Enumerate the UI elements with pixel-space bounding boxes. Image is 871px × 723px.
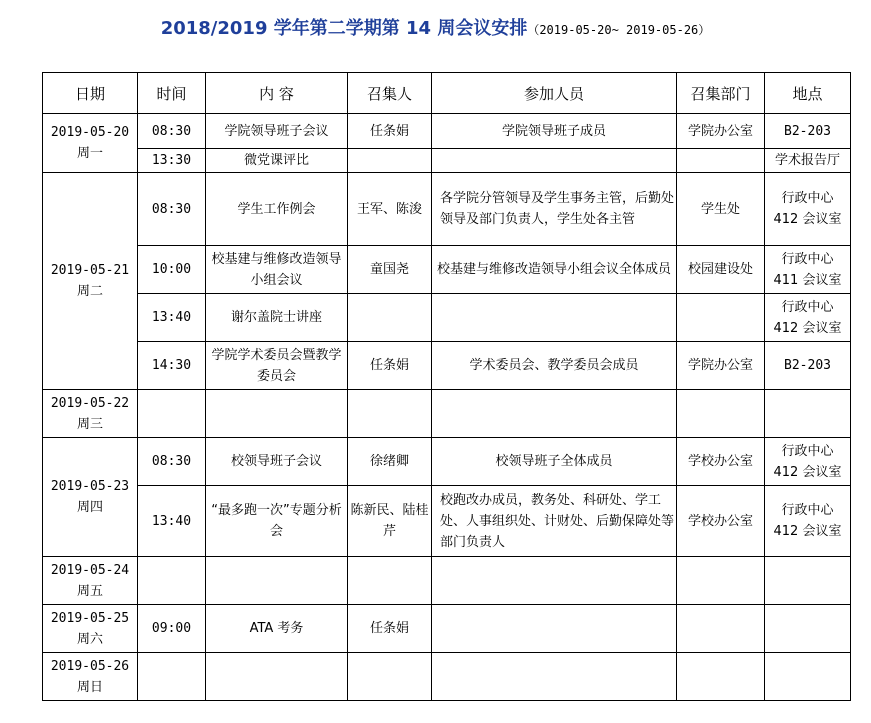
table-row xyxy=(43,486,851,557)
header-attendees: 参加人员 xyxy=(432,73,677,114)
attendees-cell xyxy=(432,653,677,701)
dept-cell xyxy=(677,557,765,605)
location-cell: 行政中心 412 会议室 xyxy=(765,173,851,246)
content-cell xyxy=(206,557,348,605)
convener-cell xyxy=(348,149,432,173)
convener-cell xyxy=(348,390,432,438)
table-row xyxy=(43,173,851,246)
page-title xyxy=(0,14,871,40)
attendees-cell: 学术委员会、教学委员会成员 xyxy=(432,342,677,390)
convener-cell: 徐绪卿 xyxy=(348,438,432,486)
attendees-cell xyxy=(432,294,677,342)
time-cell: 13:40 xyxy=(138,486,206,557)
table-row xyxy=(43,294,851,342)
convener-cell xyxy=(348,653,432,701)
dept-cell: 学校办公室 xyxy=(677,438,765,486)
convener-cell xyxy=(348,557,432,605)
content-cell: “最多跑一次”专题分析会 xyxy=(206,486,348,557)
location-cell: 行政中心 412 会议室 xyxy=(765,438,851,486)
date-cell: 2019-05-24 周五 xyxy=(43,557,138,605)
location-cell: 行政中心 412 会议室 xyxy=(765,294,851,342)
time-cell xyxy=(138,653,206,701)
time-cell: 14:30 xyxy=(138,342,206,390)
attendees-cell: 学院领导班子成员 xyxy=(432,114,677,149)
table-row xyxy=(43,653,851,701)
attendees-cell: 各学院分管领导及学生事务主管，后勤处领导及部门负责人，学生处各主管 xyxy=(432,173,677,246)
time-cell: 08:30 xyxy=(138,114,206,149)
header-location: 地点 xyxy=(765,73,851,114)
content-cell xyxy=(206,390,348,438)
meeting-schedule-table xyxy=(42,72,851,701)
date-cell: 2019-05-25 周六 xyxy=(43,605,138,653)
location-cell: B2-203 xyxy=(765,342,851,390)
header-dept: 召集部门 xyxy=(677,73,765,114)
attendees-cell xyxy=(432,557,677,605)
dept-cell xyxy=(677,605,765,653)
location-cell xyxy=(765,390,851,438)
content-cell: 学院学术委员会暨教学委员会 xyxy=(206,342,348,390)
dept-cell: 校园建设处 xyxy=(677,246,765,294)
header-time: 时间 xyxy=(138,73,206,114)
dept-cell xyxy=(677,390,765,438)
content-cell: 学生工作例会 xyxy=(206,173,348,246)
table-row xyxy=(43,342,851,390)
dept-cell: 学院办公室 xyxy=(677,114,765,149)
time-cell: 13:30 xyxy=(138,149,206,173)
location-cell xyxy=(765,557,851,605)
content-cell: 校基建与维修改造领导小组会议 xyxy=(206,246,348,294)
time-cell: 09:00 xyxy=(138,605,206,653)
table-row xyxy=(43,149,851,173)
attendees-cell: 校基建与维修改造领导小组会议全体成员 xyxy=(432,246,677,294)
content-cell: 谢尔盖院士讲座 xyxy=(206,294,348,342)
time-cell xyxy=(138,390,206,438)
content-cell xyxy=(206,653,348,701)
attendees-cell xyxy=(432,605,677,653)
title-main: 2018/2019 学年第二学期第 14 周会议安排 xyxy=(160,18,528,39)
date-cell: 2019-05-22 周三 xyxy=(43,390,138,438)
header-content: 内 容 xyxy=(206,73,348,114)
location-cell xyxy=(765,653,851,701)
header-date: 日期 xyxy=(43,73,138,114)
location-cell xyxy=(765,605,851,653)
location-cell: 行政中心 412 会议室 xyxy=(765,486,851,557)
time-cell xyxy=(138,557,206,605)
table-row xyxy=(43,605,851,653)
location-cell: 学术报告厅 xyxy=(765,149,851,173)
dept-cell: 学院办公室 xyxy=(677,342,765,390)
dept-cell: 学校办公室 xyxy=(677,486,765,557)
table-row xyxy=(43,246,851,294)
dept-cell: 学生处 xyxy=(677,173,765,246)
attendees-cell: 校领导班子全体成员 xyxy=(432,438,677,486)
table-row xyxy=(43,390,851,438)
time-cell: 08:30 xyxy=(138,173,206,246)
convener-cell xyxy=(348,294,432,342)
attendees-cell xyxy=(432,149,677,173)
convener-cell: 王军、陈浚 xyxy=(348,173,432,246)
table-row xyxy=(43,557,851,605)
date-cell: 2019-05-21 周二 xyxy=(43,173,138,390)
location-cell: B2-203 xyxy=(765,114,851,149)
date-cell: 2019-05-26 周日 xyxy=(43,653,138,701)
attendees-cell: 校跑改办成员，教务处、科研处、学工处、人事组织处、计财处、后勤保障处等部门负责人 xyxy=(432,486,677,557)
dept-cell xyxy=(677,294,765,342)
header-row xyxy=(43,73,851,114)
time-cell: 08:30 xyxy=(138,438,206,486)
dept-cell xyxy=(677,653,765,701)
location-cell: 行政中心 411 会议室 xyxy=(765,246,851,294)
convener-cell: 任条娟 xyxy=(348,342,432,390)
content-cell: 学院领导班子会议 xyxy=(206,114,348,149)
table-row xyxy=(43,438,851,486)
dept-cell xyxy=(677,149,765,173)
time-cell: 10:00 xyxy=(138,246,206,294)
convener-cell: 任条娟 xyxy=(348,605,432,653)
header-convener: 召集人 xyxy=(348,73,432,114)
attendees-cell xyxy=(432,390,677,438)
convener-cell: 陈新民、陆桂芹 xyxy=(348,486,432,557)
date-cell: 2019-05-20 周一 xyxy=(43,114,138,173)
date-cell: 2019-05-23 周四 xyxy=(43,438,138,557)
content-cell: ATA 考务 xyxy=(206,605,348,653)
convener-cell: 童国尧 xyxy=(348,246,432,294)
time-cell: 13:40 xyxy=(138,294,206,342)
convener-cell: 任条娟 xyxy=(348,114,432,149)
content-cell: 校领导班子会议 xyxy=(206,438,348,486)
title-date-range: （2019-05-20~ 2019-05-26） xyxy=(527,23,711,37)
content-cell: 微党课评比 xyxy=(206,149,348,173)
table-row xyxy=(43,114,851,149)
